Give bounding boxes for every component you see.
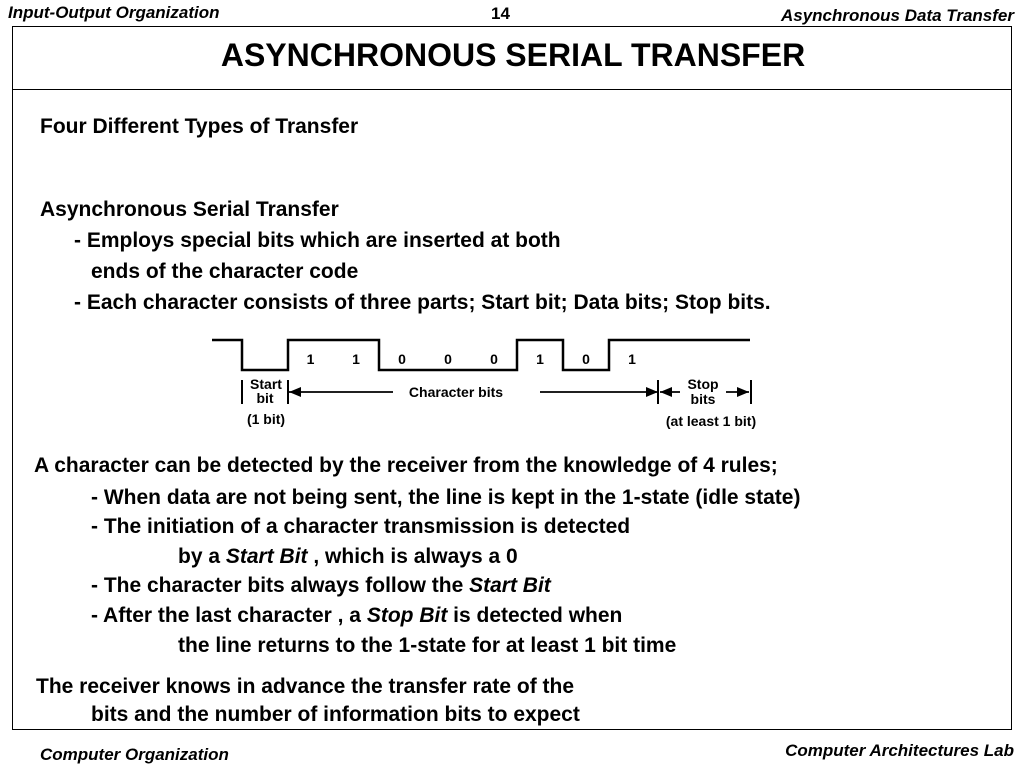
start-bit-note: (1 bit) [246,411,286,427]
page-number: 14 [491,4,510,23]
rules-intro: A character can be detected by the receiver from the knowledge of 4 rules; [34,454,778,477]
stop-bits-note: (at least 1 bit) [665,413,757,429]
bit-label: 1 [306,351,315,367]
bit-label: 0 [398,351,406,367]
rule-4 [91,604,622,628]
char-bits-left-arrowhead [289,387,301,397]
rule-2: - The initiation of a character transmission is detected [91,515,631,538]
char-bits-right-arrowhead [646,387,658,397]
async-point-1-cont: ends of the character code [91,260,359,283]
rule-3-emphasis: Start Bit [469,574,551,597]
start-bit-label-1: Start [250,376,282,392]
page-title: ASYNCHRONOUS SERIAL TRANSFER [220,37,806,73]
rule-3-pre: - The character bits always follow the [91,574,470,597]
rule-4-emphasis: Stop Bit [366,604,448,627]
stop-bits-label-2: bits [690,391,716,407]
footer-right: Computer Architectures Lab [785,741,1014,760]
async-point-1: - Employs special bits which are inserted at both [74,229,561,252]
stop-bits-right-arrowhead [737,387,749,397]
waveform-line [212,340,750,370]
closing-line-1: The receiver knows in advance the transfer rate of the [36,675,575,698]
bit-label: 0 [582,351,590,367]
bit-label: 1 [628,351,636,367]
async-point-2: - Each character consists of three parts; Start bit; Data bits; Stop bits. [74,291,771,314]
rule-4-pre: - After the last character , a [91,604,367,627]
rule-2-cont-pre: by a [178,545,226,568]
bit-labels [307,351,637,367]
rule-2-emphasis: Start Bit [225,545,308,568]
bit-label: 1 [352,351,360,367]
start-bit-label-2: bit [256,390,274,406]
closing-line-2: bits and the number of information bits to expect [91,703,580,726]
section-heading-types: Four Different Types of Transfer [40,115,359,138]
rule-2-cont-post: , which is always a 0 [307,545,518,568]
rule-2-cont [178,545,518,569]
stop-bits-left-arrowhead [660,387,672,397]
bit-label: 0 [490,351,498,367]
rule-1: - When data are not being sent, the line is kept in the 1-state (idle state) [91,486,801,509]
bit-label: 1 [536,351,544,367]
rule-4-post: is detected when [447,604,623,627]
stop-bits-label-1: Stop [687,376,719,392]
section-heading-async: Asynchronous Serial Transfer [40,198,339,221]
header-left: Input-Output Organization [8,3,220,22]
bit-label: 0 [444,351,452,367]
rule-4-cont: the line returns to the 1-state for at least 1 bit time [178,634,677,657]
character-bits-label: Character bits [408,384,504,400]
footer-left: Computer Organization [40,745,229,764]
rule-3 [91,574,551,598]
header-right: Asynchronous Data Transfer [780,6,1014,25]
